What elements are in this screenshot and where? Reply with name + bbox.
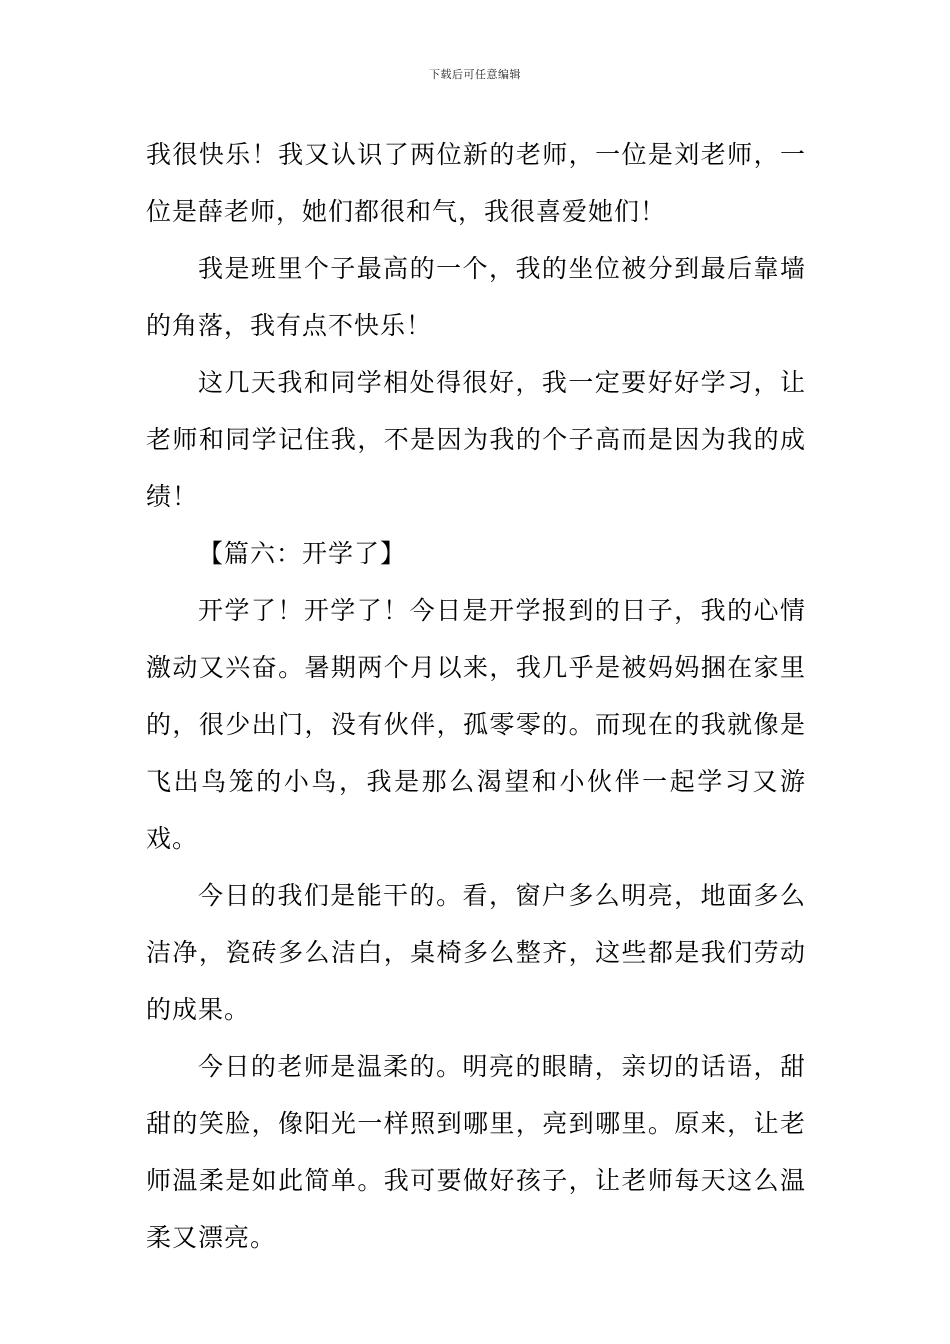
page-header: 下载后可任意编辑 [429,68,521,81]
section-heading: 【篇六：开学了】 [198,539,407,568]
document-body [146,126,806,1266]
paragraph: 我很快乐！我又认识了两位新的老师，一位是刘老师，一位是薛老师，她们都很和气，我很喜爱她们！ [146,140,806,226]
paragraph: 开学了！开学了！今日是开学报到的日子，我的心情激动又兴奋。暑期两个月以来，我几乎是被妈妈捆在家里的，很少出门，没有伙伴，孤零零的。而现在的我就像是飞出鸟笼的小鸟，我是那么渴望和小伙伴一起学习又游戏。 [146,596,806,853]
paragraph: 今日的我们是能干的。看，窗户多么明亮，地面多么洁净，瓷砖多么洁白，桌椅多么整齐，这些都是我们劳动的成果。 [146,881,806,1024]
paragraph: 我是班里个子最高的一个，我的坐位被分到最后靠墙的角落，我有点不快乐！ [146,254,806,340]
paragraph: 今日的老师是温柔的。明亮的眼睛，亲切的话语，甜甜的笑脸，像阳光一样照到哪里，亮到哪里。原来，让老师温柔是如此简单。我可要做好孩子，让老师每天这么温柔又漂亮。 [146,1052,806,1252]
paragraph: 这几天我和同学相处得很好，我一定要好好学习，让老师和同学记住我，不是因为我的个子高而是因为我的成绩！ [146,368,806,511]
